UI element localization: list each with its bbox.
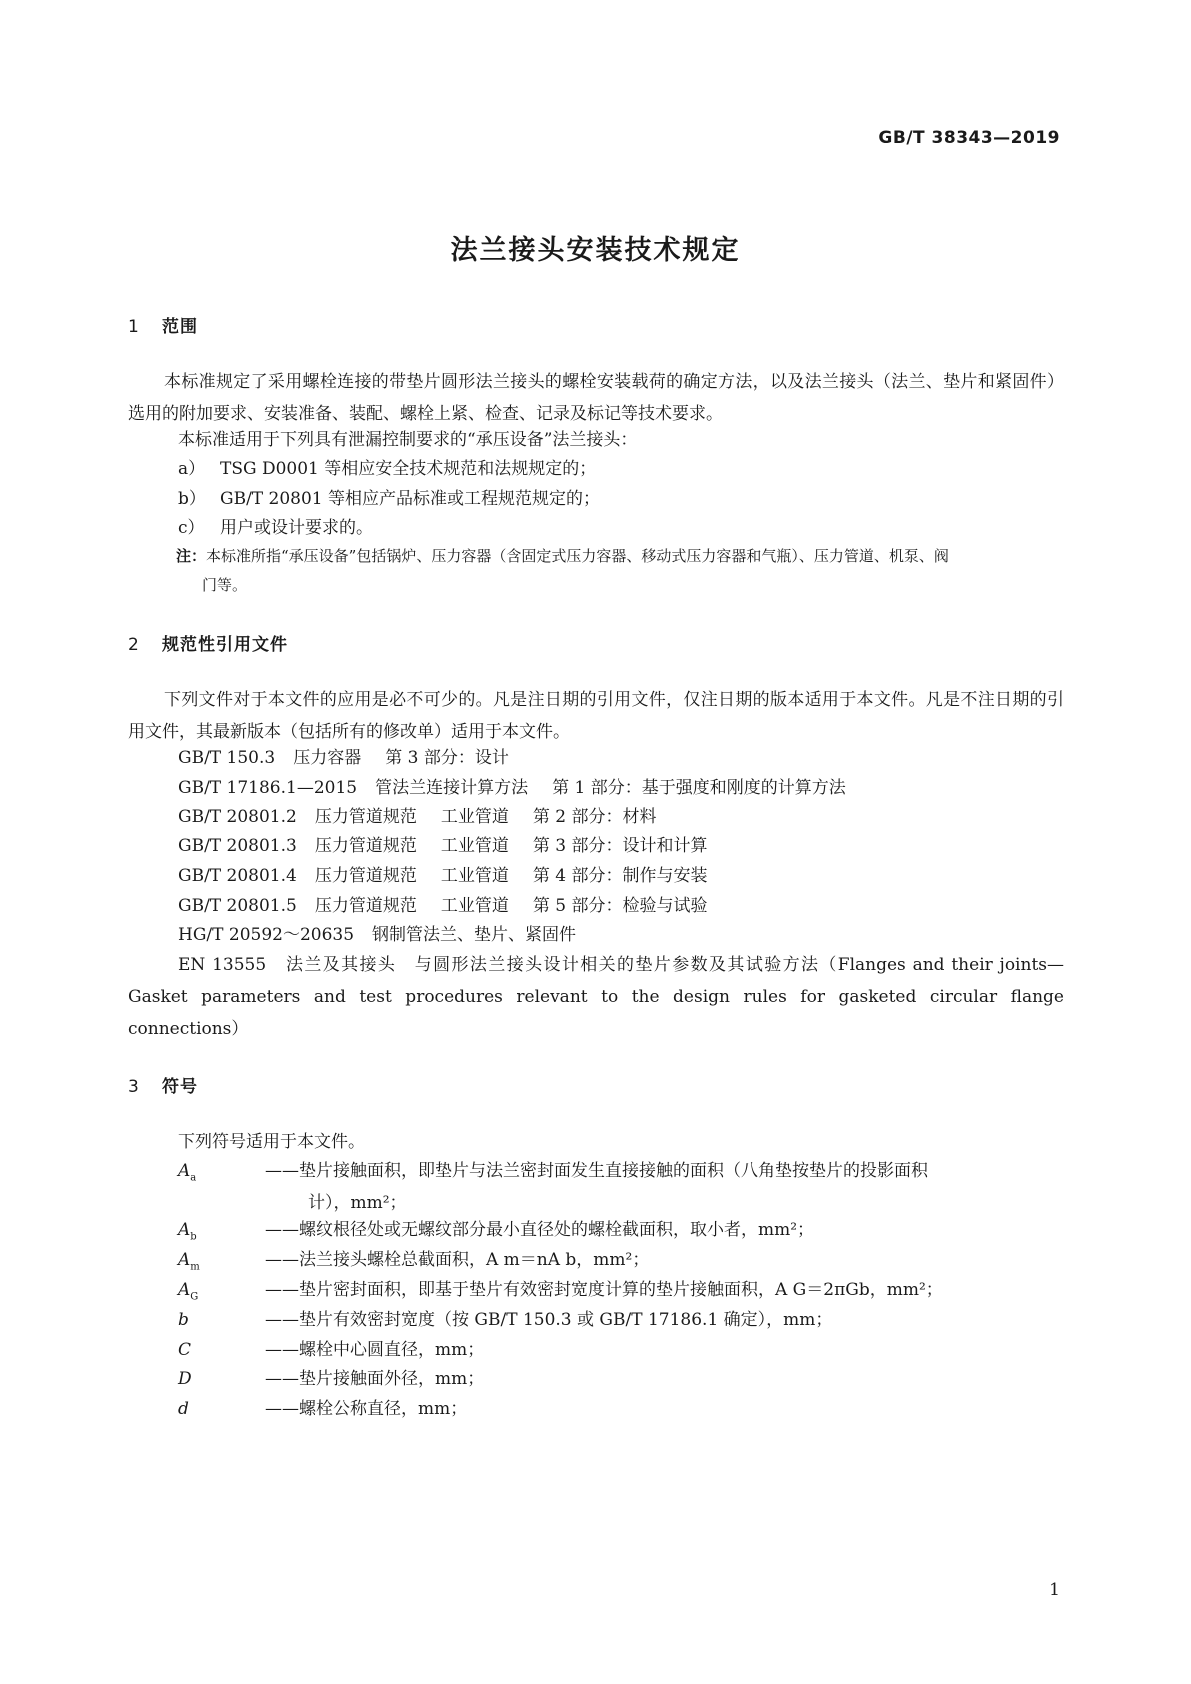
- symbol-definition: ——螺栓公称直径，mm；: [265, 1399, 468, 1419]
- list-marker: c）: [178, 518, 205, 538]
- reference-item-en: EN 13555 法兰及其接头 与圆形法兰接头设计相关的垫片参数及其试验方法（Flanges and their joints—Gasket parameters and test procedures relevant to the design rules for gasketed circular flange connections）: [128, 955, 1064, 1039]
- reference-code: GB/T 20801.3: [178, 836, 297, 856]
- symbol-definition: ——垫片密封面积，即基于垫片有效密封宽度计算的垫片接触面积，A G＝2πGb，mm²；: [265, 1280, 943, 1300]
- symbol-definition: ——螺栓中心圆直径，mm；: [265, 1340, 485, 1360]
- symbol-subscript: G: [190, 1291, 199, 1303]
- symbol: [178, 1155, 196, 1194]
- reference-part: 第 2 部分：材料: [532, 807, 657, 827]
- section-number: 2: [128, 635, 140, 655]
- reference-title: 压力管道规范: [314, 807, 417, 827]
- reference-item: [178, 890, 707, 922]
- symbol-letter: A: [178, 1250, 191, 1270]
- symbol-entry: [178, 1393, 1064, 1425]
- list-text: 用户或设计要求的。: [220, 518, 373, 538]
- section-3-heading: [128, 1072, 198, 1097]
- symbol-entry: [178, 1214, 1064, 1246]
- symbol-definition: ——法兰接头螺栓总截面积，A m＝nA b，mm²；: [265, 1250, 650, 1270]
- reference-part: 第 4 部分：制作与安装: [532, 866, 708, 886]
- references-paragraph: 下列文件对于本文件的应用是必不可少的。凡是注日期的引用文件，仅注日期的版本适用于本文件。凡是不注日期的引用文件，其最新版本（包括所有的修改单）适用于本文件。: [128, 690, 1064, 742]
- note-text-continued: 门等。: [202, 576, 248, 594]
- symbol-entry: [178, 1155, 1064, 1219]
- reference-code: HG/T 20592～20635: [178, 925, 355, 945]
- reference-subtitle: 工业管道: [440, 807, 509, 827]
- scope-applicability: 本标准适用于下列具有泄漏控制要求的“承压设备”法兰接头：: [178, 430, 638, 450]
- reference-item: [178, 860, 707, 892]
- symbol-subscript: m: [190, 1261, 200, 1273]
- symbol-subscript: a: [190, 1172, 197, 1184]
- list-marker: a）: [178, 459, 206, 479]
- scope-paragraph: 本标准规定了采用螺栓连接的带垫片圆形法兰接头的螺栓安装载荷的确定方法，以及法兰接头（法兰、垫片和紧固件）选用的附加要求、安装准备、装配、螺栓上紧、检查、记录及标记等技术要求。: [128, 372, 1064, 424]
- symbol-entry: [178, 1304, 1064, 1336]
- symbol: d: [178, 1399, 189, 1419]
- reference-title: 压力容器: [293, 748, 362, 768]
- note-text: 本标准所指“承压设备”包括锅炉、压力容器（含固定式压力容器、移动式压力容器和气瓶）、压力管道、机泵、阀: [206, 547, 949, 565]
- definition-text: ——垫片接触面积，即垫片与法兰密封面发生直接接触的面积（八角垫按垫片的投影面积: [265, 1161, 928, 1181]
- list-text: TSG D0001 等相应安全技术规范和法规规定的；: [220, 459, 597, 479]
- list-item: [178, 453, 596, 485]
- symbol-definition: ——螺纹根径处或无螺纹部分最小直径处的螺栓截面积，取小者，mm²；: [265, 1220, 815, 1240]
- symbol-entry: [178, 1334, 1064, 1366]
- symbol: D: [178, 1369, 192, 1389]
- note: [176, 542, 1064, 600]
- reference-code: GB/T 20801.2: [178, 807, 297, 827]
- reference-part: 第 3 部分：设计: [385, 748, 509, 768]
- reference-subtitle: 工业管道: [440, 866, 509, 886]
- reference-code: GB/T 17186.1—2015: [178, 778, 358, 798]
- section-title: 范围: [162, 317, 198, 337]
- reference-part: 第 5 部分：检验与试验: [532, 896, 708, 916]
- symbol: C: [178, 1340, 192, 1360]
- reference-item: [178, 801, 656, 833]
- symbol-letter: A: [178, 1161, 191, 1181]
- reference-title: 管法兰连接计算方法: [375, 778, 529, 798]
- standard-code: GB/T 38343—2019: [878, 128, 1060, 148]
- symbol-definition: ——垫片接触面外径，mm；: [265, 1369, 485, 1389]
- symbol-subscript: b: [190, 1231, 197, 1243]
- reference-part: 第 3 部分：设计和计算: [532, 836, 708, 856]
- section-title: 规范性引用文件: [162, 635, 288, 655]
- symbols-intro: 下列符号适用于本文件。: [178, 1132, 365, 1152]
- page-number: 1: [1049, 1580, 1060, 1600]
- symbol-entry: [178, 1244, 1064, 1276]
- reference-code: GB/T 150.3: [178, 748, 276, 768]
- section-2-heading: [128, 630, 288, 655]
- list-marker: b）: [178, 489, 206, 509]
- list-item: [178, 512, 373, 544]
- reference-title: 压力管道规范: [314, 866, 417, 886]
- section-1-heading: [128, 312, 198, 337]
- reference-subtitle: 工业管道: [440, 836, 509, 856]
- reference-title: 压力管道规范: [314, 836, 417, 856]
- symbol-definition: ——垫片有效密封宽度（按 GB/T 150.3 或 GB/T 17186.1 确定），mm；: [265, 1310, 833, 1330]
- section-title: 符号: [162, 1077, 198, 1097]
- list-text: GB/T 20801 等相应产品标准或工程规范规定的；: [220, 489, 601, 509]
- reference-code: GB/T 20801.4: [178, 866, 297, 886]
- section-number: 1: [128, 317, 140, 337]
- note-label: 注：: [176, 547, 207, 565]
- symbol-letter: A: [178, 1220, 191, 1240]
- reference-subtitle: 工业管道: [440, 896, 509, 916]
- definition-text-continued: 计），mm²；: [308, 1193, 407, 1213]
- symbol: b: [178, 1310, 189, 1330]
- reference-title: 钢制管法兰、垫片、紧固件: [372, 925, 577, 945]
- list-item: [178, 483, 600, 515]
- reference-code: GB/T 20801.5: [178, 896, 297, 916]
- reference-part: 第 1 部分：基于强度和刚度的计算方法: [552, 778, 846, 798]
- symbol-letter: A: [178, 1280, 191, 1300]
- symbol-entry: [178, 1363, 1064, 1395]
- reference-item: [178, 919, 576, 951]
- symbol-entry: [178, 1274, 1064, 1306]
- document-title: 法兰接头安装技术规定: [450, 235, 741, 266]
- section-number: 3: [128, 1077, 140, 1097]
- reference-item: [178, 772, 846, 804]
- reference-title: 压力管道规范: [314, 896, 417, 916]
- symbol-definition: [265, 1155, 1064, 1219]
- reference-item: [178, 742, 509, 774]
- reference-item: [178, 830, 707, 862]
